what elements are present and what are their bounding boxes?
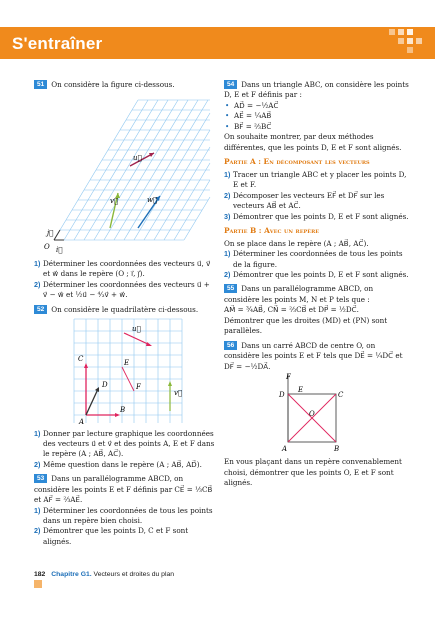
exercise-number: 56 bbox=[224, 341, 237, 350]
exercise-number: 55 bbox=[224, 284, 237, 293]
definition-d: • AD⃗ = −½AC⃗ bbox=[224, 101, 410, 111]
question-1: 1) Donner par lecture graphique les coordonnées des vecteurs u⃗ et v⃗ et des points A, E et F dans le repère (A ; AB⃗, AC⃗). bbox=[34, 428, 215, 459]
question-text: Déterminer les coordonnées des vecteurs u⃗, v⃗ et w⃗ dans le repère (O ; i⃗, j⃗). bbox=[43, 258, 211, 279]
question-text: Tracer un triangle ABC et y placer les points D, E et F. bbox=[233, 169, 407, 190]
exercise-text: On souhaite montrer, par deux méthodes différentes, que les points D, E et F sont alignés. bbox=[224, 132, 402, 152]
question-2: 2) Même question dans le repère (A ; AB⃗, AD⃗). bbox=[34, 459, 202, 469]
exercise-text: Démontrer que les droites (MD) et (PN) sont parallèles. bbox=[224, 315, 388, 336]
ac-arrowhead bbox=[84, 363, 88, 368]
question-3: 3) Démontrer que les points D, E et F sont alignés. bbox=[224, 211, 409, 221]
point-e: E bbox=[124, 359, 130, 368]
exercise-51 bbox=[34, 80, 216, 301]
question-1: 1) Déterminer les coordonnées des vecteurs u⃗, v⃗ et w⃗ dans le repère (O ; i⃗, j⃗). bbox=[34, 258, 211, 279]
banner-decoration bbox=[407, 29, 413, 35]
point-a: A bbox=[79, 418, 85, 426]
exercise-intro: Dans un carré ABCD de centre O, on considère les points E et F tels que DE⃗ = ¼DC⃗ et DF⃗ = −½DA⃗. bbox=[224, 340, 403, 371]
exercise-intro: On considère la figure ci-dessous. bbox=[51, 80, 175, 89]
question-text: Démontrer que les points D, E et F sont alignés. bbox=[233, 270, 409, 280]
exercise-53 bbox=[34, 474, 216, 547]
banner-decoration bbox=[416, 38, 422, 44]
point-o: O bbox=[309, 409, 315, 418]
i-label: i⃗ bbox=[56, 246, 63, 255]
part-b-title: Partie B : Avec un repère bbox=[224, 225, 320, 235]
question-text: Déterminer les coordonnées de tous les points dans un repère bien choisi. bbox=[43, 505, 213, 525]
exercise-intro: Dans un parallélogramme ABCD, on considère les points E et F définis par CE⃗ = ⅓CB⃗ et AF⃗ = ⅔AE⃗. bbox=[34, 474, 213, 505]
page-number: 182 bbox=[34, 571, 46, 578]
point-f: F bbox=[286, 372, 291, 381]
footer-decoration bbox=[34, 580, 42, 588]
j-label: j⃗ bbox=[47, 229, 54, 238]
u-arrowhead bbox=[146, 342, 152, 346]
question-text: Déterminer les coordonnées de tous les points de la figure. bbox=[233, 249, 403, 269]
definition-f: • BF⃗ = ⅔BC⃗ bbox=[224, 122, 410, 132]
v-label: v⃗ bbox=[110, 197, 119, 206]
chapter-title: Vecteurs et droites du plan bbox=[93, 571, 175, 578]
origin-label: O bbox=[44, 243, 50, 252]
point-b: B bbox=[120, 406, 126, 415]
question-text: Déterminer les coordonnées des vecteurs u⃗ + v⃗ − w⃗ et ½u⃗ − ⁴⁄₃v⃗ + w⃗. bbox=[43, 279, 210, 300]
question-2: 2) Démontrer que les points D, E et F sont alignés. bbox=[224, 270, 409, 280]
part-b-intro: On se place dans le repère (A ; AB⃗, AC⃗). bbox=[224, 238, 369, 248]
point-d: D bbox=[102, 381, 108, 390]
quadrilateral-figure bbox=[34, 315, 216, 425]
point-d: D bbox=[279, 390, 285, 399]
exercise-intro: Dans un parallélogramme ABCD, on considère les points M, N et P tels que : bbox=[224, 284, 374, 304]
question-text: Démontrer que les points D, C et F sont alignés. bbox=[43, 526, 189, 546]
right-column bbox=[224, 80, 410, 493]
definition-e: • AE⃗ = ¼AB⃗ bbox=[224, 111, 410, 121]
figure-56 bbox=[224, 372, 410, 457]
exercise-text: En vous plaçant dans un repère convenablement choisi, démontrer que les points O, E et F sont alignés. bbox=[224, 457, 402, 488]
banner-decoration bbox=[407, 38, 413, 44]
point-e: E bbox=[298, 385, 304, 394]
left-column bbox=[34, 80, 216, 551]
square-figure bbox=[224, 372, 410, 454]
banner-decoration bbox=[398, 29, 404, 35]
question-text: Donner par lecture graphique les coordonnées des vecteurs u⃗ et v⃗ et des points A, E et F dans le repère (A ; AB⃗, AC⃗). bbox=[43, 428, 215, 459]
oblique-grid bbox=[54, 100, 210, 240]
banner-decoration bbox=[398, 38, 404, 44]
question-2: 2) Démontrer que les points D, C et F sont alignés. bbox=[34, 526, 189, 546]
exercise-formula: AM⃗ = ¾AB⃗, CN⃗ = ⅔CB⃗ et DP⃗ = ½DC⃗. bbox=[224, 305, 359, 315]
exercise-54 bbox=[224, 80, 410, 280]
chapter-banner bbox=[0, 27, 435, 59]
question-2: 2) Déterminer les coordonnées des vecteurs u⃗ + v⃗ − w⃗ et ½u⃗ − ⁴⁄₃v⃗ + w⃗. bbox=[34, 279, 210, 300]
exercise-number: 53 bbox=[34, 474, 47, 483]
exercise-number: 54 bbox=[224, 80, 237, 89]
page-footer bbox=[34, 570, 174, 580]
v-arrowhead bbox=[168, 381, 172, 386]
question-text: Décomposer les vecteurs EF⃗ et DF⃗ sur les vecteurs AB⃗ et AC⃗. bbox=[233, 190, 385, 211]
question-1: 1) Tracer un triangle ABC et y placer les points D, E et F. bbox=[224, 169, 407, 190]
point-b: B bbox=[334, 444, 340, 453]
banner-decoration bbox=[389, 29, 395, 35]
exercise-number: 51 bbox=[34, 80, 47, 89]
point-a: A bbox=[282, 444, 288, 453]
point-c: C bbox=[78, 355, 84, 364]
question-1: 1) Déterminer les coordonnées de tous les points dans un repère bien choisi. bbox=[34, 505, 213, 525]
question-2: 2) Décomposer les vecteurs EF⃗ et DF⃗ sur les vecteurs AB⃗ et AC⃗. bbox=[224, 190, 385, 211]
exercise-55 bbox=[224, 284, 410, 336]
question-text: Démontrer que les points D, E et F sont alignés. bbox=[233, 211, 409, 221]
u-label: u⃗ bbox=[133, 154, 142, 163]
figure-51 bbox=[34, 90, 216, 258]
question-text: Même question dans le repère (A ; AB⃗, AD⃗). bbox=[43, 459, 202, 469]
exercise-52 bbox=[34, 305, 216, 471]
oblique-grid-figure bbox=[34, 90, 216, 255]
exercise-56 bbox=[224, 341, 410, 489]
exercise-intro: On considère le quadrilatère ci-dessous. bbox=[51, 304, 199, 314]
point-f: F bbox=[136, 383, 141, 392]
w-label: w⃗ bbox=[147, 196, 158, 205]
page-title: S'entraîner bbox=[12, 34, 103, 53]
banner-decoration bbox=[407, 47, 413, 53]
figure-52 bbox=[34, 315, 216, 428]
ad-arrow bbox=[86, 389, 98, 415]
u-label: u⃗ bbox=[132, 325, 141, 334]
j-vector bbox=[54, 230, 60, 240]
v-label: v⃗ bbox=[174, 389, 183, 398]
exercise-number: 52 bbox=[34, 305, 47, 314]
point-c: C bbox=[338, 390, 344, 399]
chapter-label: Chapitre G1. bbox=[51, 571, 92, 578]
question-1: 1) Déterminer les coordonnées de tous les points de la figure. bbox=[224, 249, 403, 269]
exercise-intro: Dans un triangle ABC, on considère les points D, E et F définis par : bbox=[224, 80, 409, 100]
part-a-title: Partie A : En décomposant les vecteurs bbox=[224, 157, 370, 167]
